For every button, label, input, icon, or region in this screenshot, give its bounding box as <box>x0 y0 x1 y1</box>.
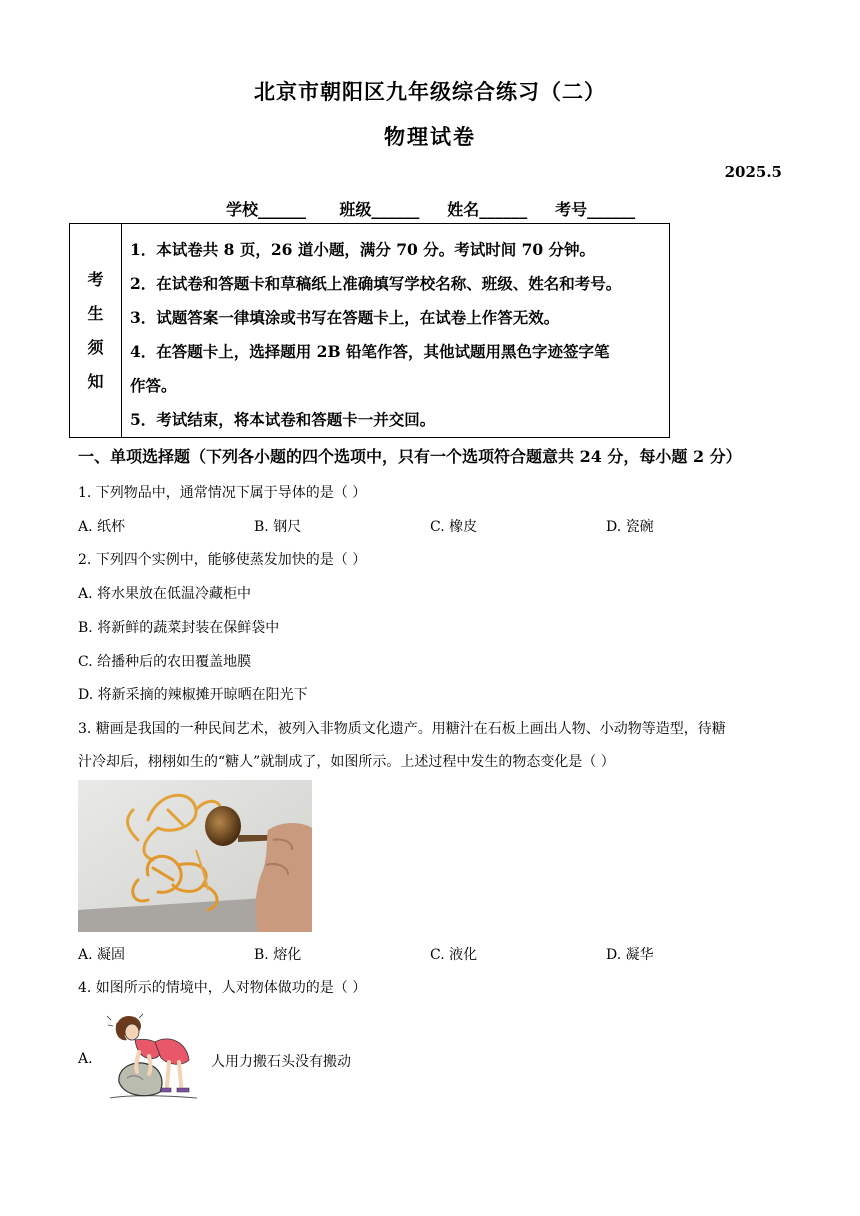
notice-item: 2．在试卷和答题卡和草稿纸上准确填写学校名称、班级、姓名和考号。 <box>130 274 622 293</box>
question-1-option-c: C. 橡皮 <box>430 519 478 535</box>
question-2-option-b: B. 将新鲜的蔬菜封装在保鲜袋中 <box>78 620 280 636</box>
question-3-option-c: C. 液化 <box>430 947 478 963</box>
notice-item: 5．考试结束，将本试卷和答题卡一并交回。 <box>130 410 436 429</box>
notice-label <box>70 224 122 437</box>
question-2-stem: 2. 下列四个实例中，能够使蒸发加快的是（ ） <box>78 552 367 568</box>
question-4-option-a-letter: A. <box>78 1051 93 1067</box>
question-1-option-a: A. 纸杯 <box>78 519 126 535</box>
question-3-stem: 3. 糖画是我国的一种民间艺术，被列入非物质文化遗产。用糖汁在石板上画出人物、小动物等造型，待糖 <box>78 721 726 737</box>
section-title: 一、单项选择题（下列各小题的四个选项中，只有一个选项符合题意共 24 分，每小题 2 分） <box>78 447 742 466</box>
question-3-option-b: B. 熔化 <box>254 947 302 963</box>
question-2-option-a: A. 将水果放在低温冷藏柜中 <box>78 586 252 602</box>
notice-label-char: 须 <box>87 337 104 357</box>
notice-item: 作答。 <box>130 376 177 395</box>
question-3-stem-continued: 汁冷却后，栩栩如生的“糖人”就制成了，如图所示。上述过程中发生的物态变化是（ ） <box>78 754 615 770</box>
question-2-option-c: C. 给播种后的农田覆盖地膜 <box>78 654 252 670</box>
notice-label-char: 知 <box>87 371 104 391</box>
person-lifting-stone-illustration <box>105 1012 200 1102</box>
page-title: 北京市朝阳区九年级综合练习（二） <box>254 79 606 104</box>
student-info-line: 学校______ 班级______ 姓名______ 考号______ <box>226 200 636 219</box>
question-4-option-a-caption: 人用力搬石头没有搬动 <box>211 1054 351 1070</box>
exam-date: 2025.5 <box>724 163 782 181</box>
question-1-option-d: D. 瓷碗 <box>606 519 654 535</box>
question-1-option-b: B. 钢尺 <box>254 519 302 535</box>
notice-label-char: 生 <box>87 303 104 323</box>
notice-label-char: 考 <box>87 269 104 289</box>
notice-items <box>122 224 669 437</box>
notice-item: 1．本试卷共 8 页，26 道小题，满分 70 分。考试时间 70 分钟。 <box>130 240 596 259</box>
notice-item: 3．试题答案一律填涂或书写在答题卡上，在试卷上作答无效。 <box>130 308 560 327</box>
paper-subtitle: 物理试卷 <box>384 124 476 149</box>
notice-item: 4．在答题卡上，选择题用 2B 铅笔作答，其他试题用黑色字迹签字笔 <box>130 342 610 361</box>
question-4-stem: 4. 如图所示的情境中，人对物体做功的是（ ） <box>78 980 367 996</box>
question-3-option-d: D. 凝华 <box>606 947 654 963</box>
question-2-option-d: D. 将新采摘的辣椒摊开晾晒在阳光下 <box>78 687 308 703</box>
sugar-painting-photo <box>78 780 312 932</box>
exam-notice-box <box>69 223 670 438</box>
question-1-stem: 1. 下列物品中，通常情况下属于导体的是（ ） <box>78 485 367 501</box>
question-3-option-a: A. 凝固 <box>78 947 126 963</box>
